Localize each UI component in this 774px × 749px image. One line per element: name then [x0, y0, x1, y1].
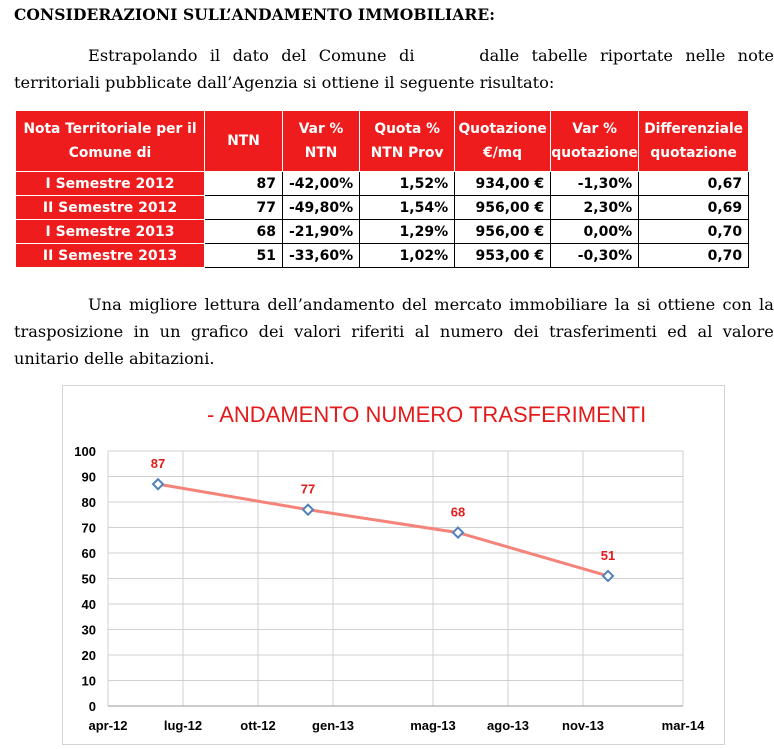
table-cell: 934,00 €: [455, 172, 551, 196]
table-cell: -49,80%: [283, 196, 360, 220]
chart-intro-word: valore: [722, 322, 774, 341]
table-cell: -1,30%: [551, 172, 639, 196]
table-row-label: II Semestre 2013: [16, 244, 205, 268]
table-header-cell: [283, 111, 360, 172]
table-header-cell: [455, 111, 551, 172]
data-label: 77: [300, 481, 316, 497]
table-header-line: Quotazione: [458, 121, 547, 137]
chart-intro-word: ottiene: [657, 295, 716, 314]
table-header-line: €/mq: [483, 145, 523, 161]
table-cell: 0,69: [639, 196, 749, 220]
intro-word: del: [281, 46, 307, 65]
chart-intro-word: ed: [667, 322, 688, 341]
data-label: 68: [450, 504, 466, 520]
intro-word: riportate: [599, 46, 673, 65]
table-row: [16, 172, 749, 196]
intro-word: il: [209, 46, 221, 65]
chart-intro-word: immobiliare: [509, 295, 608, 314]
table-cell: 87: [205, 172, 283, 196]
intro-word: dalle: [479, 46, 520, 65]
intro-line-1: [14, 42, 774, 69]
table-cell: 68: [205, 220, 283, 244]
section-heading: CONSIDERAZIONI SULL’ANDAMENTO IMMOBILIARE:: [14, 5, 496, 24]
table-cell: -21,90%: [283, 220, 360, 244]
table-header-cell: [551, 111, 639, 172]
x-tick-label: mag-13: [410, 718, 456, 733]
table-header-line: Quota %: [374, 121, 440, 137]
table-cell: 0,00%: [551, 220, 639, 244]
chart-intro-word: la: [614, 295, 630, 314]
chart-title: - ANDAMENTO NUMERO TRASFERIMENTI: [207, 402, 647, 427]
data-label: 51: [600, 547, 616, 563]
data-point: [453, 528, 463, 538]
data-point: [153, 479, 163, 489]
table-header-cell: [16, 111, 205, 172]
chart-intro-word: del: [401, 295, 427, 314]
chart-intro-word: valori: [294, 322, 341, 341]
intro-word: di: [398, 46, 415, 65]
y-tick-label: 90: [81, 469, 96, 485]
chart-intro-word: numero: [439, 322, 504, 341]
x-tick-label: ott-12: [240, 718, 276, 733]
table-cell: 0,70: [639, 220, 749, 244]
chart-intro-word: la: [759, 295, 774, 314]
chart-intro-word: lettura: [204, 295, 261, 314]
y-tick-label: 100: [74, 444, 96, 459]
intro-word: dato: [232, 46, 269, 65]
table-header-row: [16, 111, 749, 172]
table-header-line: quotazione: [551, 145, 638, 161]
table-header-line: Var %: [572, 121, 617, 137]
table-header-line: NTN: [304, 145, 338, 161]
table-header-line: NTN Prov: [370, 145, 444, 161]
chart-intro-word: dei: [513, 322, 539, 341]
table-cell: 51: [205, 244, 283, 268]
x-tick-label: gen-13: [312, 718, 354, 733]
x-tick-label: ago-13: [487, 718, 529, 733]
table-header-line: Nota Territoriale per il: [23, 121, 197, 137]
table-header-line: Var %: [298, 121, 344, 137]
table-cell: 953,00 €: [455, 244, 551, 268]
y-tick-label: 40: [81, 597, 96, 612]
chart-intro-word: mercato: [434, 295, 502, 314]
table-cell: 956,00 €: [455, 220, 551, 244]
y-tick-label: 10: [81, 673, 96, 689]
chart-intro-word: in: [133, 322, 150, 341]
data-point: [603, 571, 613, 581]
table-cell: 956,00 €: [455, 196, 551, 220]
intro-word: tabelle: [531, 46, 588, 65]
table-cell: -0,30%: [551, 244, 639, 268]
table-row: [16, 196, 749, 220]
chart-intro-word: Una: [88, 295, 122, 314]
series-line: [158, 481, 608, 576]
table-cell: 0,67: [639, 172, 749, 196]
chart-intro-line-3: unitario delle abitazioni.: [14, 349, 215, 368]
table-cell: -33,60%: [283, 244, 360, 268]
table-row-label: I Semestre 2012: [16, 172, 205, 196]
y-tick-label: 50: [81, 571, 96, 587]
intro-word: [427, 42, 467, 69]
table-cell: 1,02%: [360, 244, 455, 268]
chart-intro-word: si: [636, 295, 651, 314]
y-tick-label: 80: [81, 495, 96, 510]
ntn-table: [15, 110, 749, 268]
y-tick-label: 20: [81, 648, 96, 663]
chart-intro-word: riferiti: [351, 322, 405, 341]
chart-intro-word: dei: [258, 322, 284, 341]
x-tick-label: lug-12: [163, 718, 203, 733]
chart-intro-word: migliore: [128, 295, 198, 314]
chart-intro-line-1: [14, 291, 774, 318]
intro-paragraph: [14, 42, 774, 96]
table-header-line: Comune di: [68, 145, 152, 161]
chart-intro-word: un: [159, 322, 181, 341]
chart-intro-word: trasposizione: [14, 322, 124, 341]
table-header-line: NTN: [227, 133, 260, 149]
table-header-cell: [360, 111, 455, 172]
transfers-chart: [62, 385, 725, 745]
chart-intro-word: con: [722, 295, 752, 314]
y-tick-label: 0: [88, 699, 96, 714]
table-cell: 1,54%: [360, 196, 455, 220]
table-header-line: quotazione: [650, 145, 737, 161]
chart-intro-word: dell’andamento: [267, 295, 395, 314]
table-row: [16, 220, 749, 244]
chart-intro-word: al: [414, 322, 430, 341]
x-tick-label: mar-14: [661, 718, 705, 733]
table-cell: -42,00%: [283, 172, 360, 196]
data-label: 87: [150, 456, 166, 472]
intro-word: nelle: [685, 46, 726, 65]
table-row-label: II Semestre 2012: [16, 196, 205, 220]
table-header-line: Differenziale: [644, 121, 744, 137]
table-header-cell: [639, 111, 749, 172]
chart-intro-word: grafico: [190, 322, 249, 341]
table-cell: 1,52%: [360, 172, 455, 196]
chart-intro-word: trasferimenti: [549, 322, 657, 341]
table-row-label: I Semestre 2013: [16, 220, 205, 244]
y-tick-label: 60: [81, 546, 96, 561]
x-tick-label: apr-12: [88, 718, 128, 733]
chart-intro-line-2: [14, 318, 774, 345]
chart-intro-word: al: [697, 322, 713, 341]
data-point: [303, 505, 313, 515]
x-tick-label: nov-13: [562, 718, 604, 733]
table-row: [16, 244, 749, 268]
table-cell: 2,30%: [551, 196, 639, 220]
chart-intro-paragraph: [14, 291, 774, 372]
y-tick-label: 70: [81, 520, 96, 536]
intro-word: note: [737, 46, 774, 65]
intro-word: Estrapolando: [88, 46, 198, 65]
intro-word: Comune: [318, 46, 387, 65]
y-tick-label: 30: [81, 622, 96, 638]
table-cell: 1,29%: [360, 220, 455, 244]
intro-line-2: territoriali pubblicate dall’Agenzia si ottiene il seguente risultato:: [14, 73, 555, 92]
table-cell: 0,70: [639, 244, 749, 268]
chart-svg: [63, 386, 724, 744]
table-header-cell: [205, 111, 283, 172]
table-cell: 77: [205, 196, 283, 220]
